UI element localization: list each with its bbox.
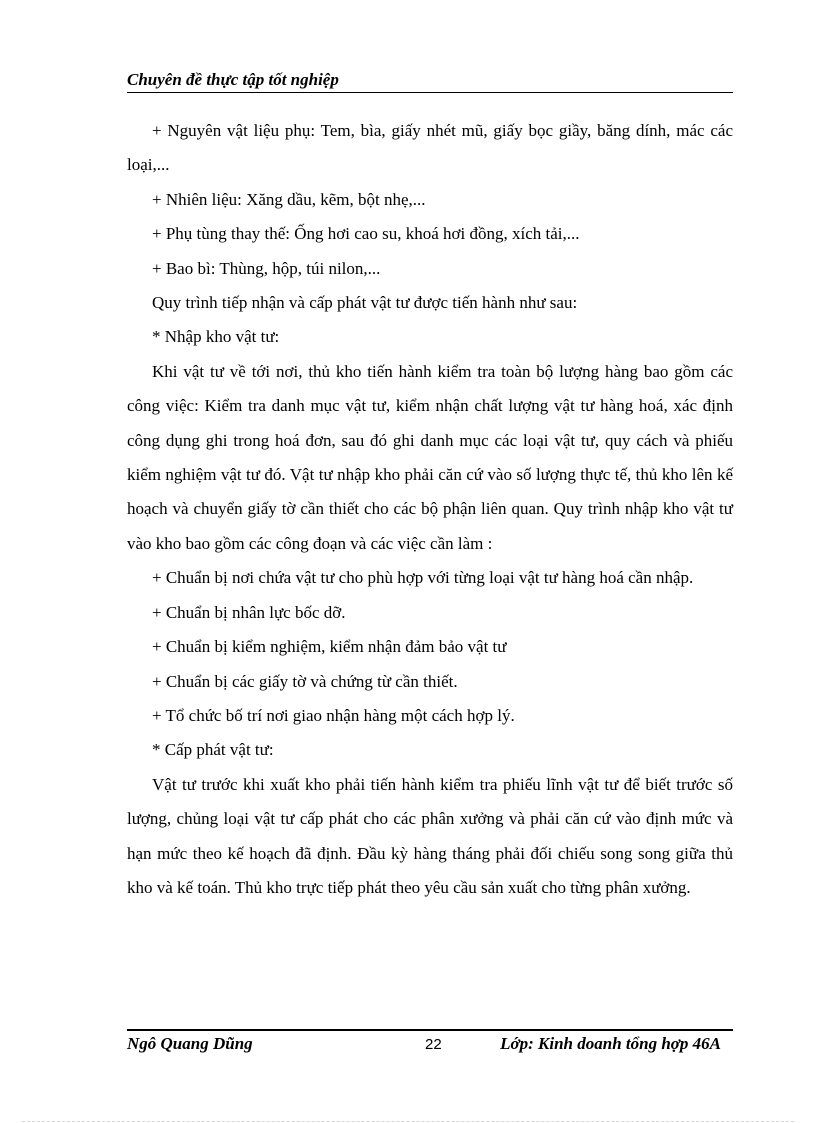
page-edge-divider (22, 1121, 794, 1122)
page-header-title: Chuyên đề thực tập tốt nghiệp (127, 70, 733, 93)
section-heading-stock-in: * Nhập kho vật tư: (152, 327, 280, 347)
paragraph-prepare-labor: + Chuẩn bị nhân lực bốc dỡ. (152, 602, 346, 622)
paragraph-stock-in-procedure: Khi vật tư về tới nơi, thủ kho tiến hành kiểm tra toàn bộ lượng hàng bao gồm các công việc: Kiểm tra danh mục vật tư, kiểm nhận chất lượng vật tư hàng hoá, xác định công dụng ghi trong hoá đơn, sau đó ghi danh mục các loại vật tư, quy cách và phiếu kiểm nghiệm vật tư đó. Vật tư nhập kho phải căn cứ vào số lượng thực tế, thủ kho lên kế hoạch và chuyển giấy tờ cần thiết cho các bộ phận liên quan. Quy trình nhập kho vật tư vào kho bao gồm các công đoạn và các việc cần làm : (127, 361, 733, 553)
footer-divider (127, 1029, 733, 1031)
paragraph-aux-materials: + Nguyên vật liệu phụ: Tem, bìa, giấy nhét mũ, giấy bọc giầy, băng dính, mác các loại,... (127, 121, 733, 175)
paragraph-prepare-inspection: + Chuẩn bị kiểm nghiệm, kiểm nhận đảm bảo vật tư (152, 637, 507, 657)
paragraph-packaging: + Bao bì: Thùng, hộp, túi nilon,... (152, 258, 381, 278)
paragraph-prepare-storage: + Chuẩn bị nơi chứa vật tư cho phù hợp với từng loại vật tư hàng hoá cần nhập. (152, 568, 694, 588)
paragraph-prepare-documents: + Chuẩn bị các giấy tờ và chứng từ cần thiết. (152, 671, 458, 691)
page-number: 22 (425, 1036, 442, 1053)
paragraph-process-intro: Quy trình tiếp nhận và cấp phát vật tư được tiến hành như sau: (152, 293, 578, 313)
section-heading-stock-out: * Cấp phát vật tư: (152, 740, 274, 760)
footer-author: Ngô Quang Dũng (127, 1034, 253, 1053)
footer-class-name: Lớp: Kinh doanh tổng hợp 46A (500, 1034, 721, 1053)
page-footer (127, 1034, 733, 1060)
paragraph-fuel: + Nhiên liệu: Xăng dầu, kẽm, bột nhẹ,... (152, 189, 426, 209)
document-body (127, 114, 733, 905)
paragraph-stock-out-procedure: Vật tư trước khi xuất kho phải tiến hành kiểm tra phiếu lĩnh vật tư để biết trước số lượng, chủng loại vật tư cấp phát cho các phân xưởng và phải căn cứ vào định mức và hạn mức theo kế hoạch đã định. Đầu kỳ hàng tháng phải đối chiếu song song giữa thủ kho và kế toán. Thủ kho trực tiếp phát theo yêu cầu sản xuất cho từng phân xưởng. (127, 774, 733, 897)
paragraph-organize-delivery: + Tổ chức bố trí nơi giao nhận hàng một cách hợp lý. (152, 705, 515, 725)
paragraph-spare-parts: + Phụ tùng thay thế: Ống hơi cao su, khoá hơi đồng, xích tải,... (152, 224, 580, 244)
